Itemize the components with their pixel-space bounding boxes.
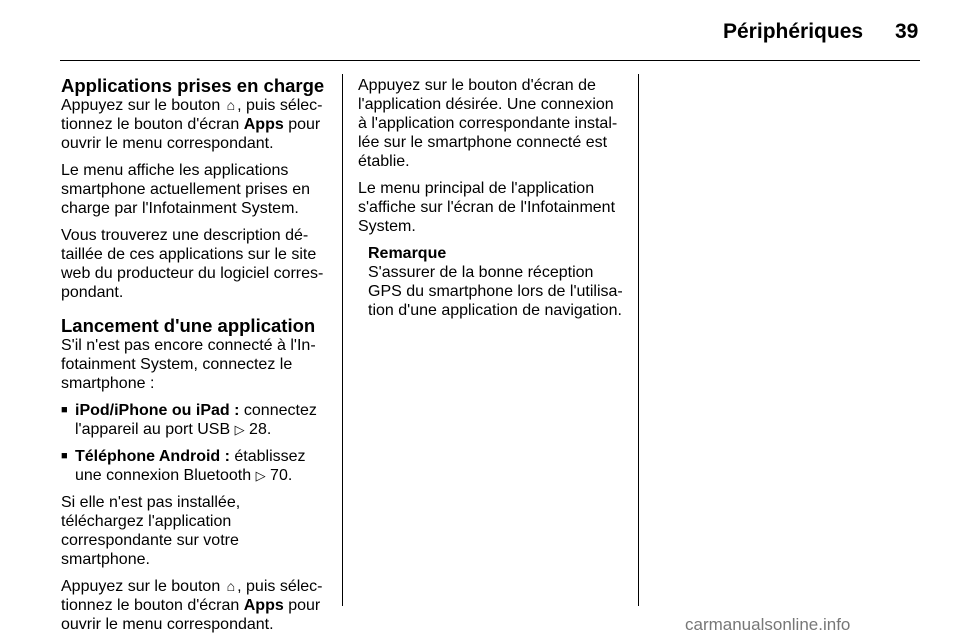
reference-arrow-icon: ▷ [234, 422, 245, 437]
page-title: Périphériques [723, 20, 864, 43]
apps-label: Apps [243, 116, 284, 133]
paragraph-press-button: Appuyez sur le bouton ⌂ , puis sélec-tionnez le bouton d'écran Apps pour ouvrir le menu correspondant. [61, 97, 323, 152]
paragraph-press-app: Appuyez sur le bouton d'écran de l'application désirée. Une connexion à l'application correspondante instal-lée sur le smartphone connecté est établie. [358, 77, 618, 170]
paragraph-download: Si elle n'est pas installée, téléchargez l'application correspondante sur votre smartphone. [61, 494, 241, 568]
remark-title: Remarque [368, 245, 447, 262]
watermark: carmanualsonline.info [685, 615, 851, 634]
section-heading-supported-apps: Applications prises en charge [61, 75, 325, 96]
paragraph-main-menu: Le menu principal de l'application s'affiche sur l'écran de l'Infotainment System. [358, 180, 616, 235]
paragraph-menu-displays: Le menu affiche les applications smartphone actuellement prises en charge par l'Infotainment System. [61, 162, 311, 217]
reference-arrow-icon: ▷ [255, 468, 266, 483]
paragraph-connect: S'il n'est pas encore connecté à l'In-fotainment System, connectez le smartphone : [61, 337, 316, 392]
remark-text: S'assurer de la bonne réception GPS du smartphone lors de l'utilisa-tion d'une application de navigation. [368, 264, 623, 319]
paragraph-press-button-2: Appuyez sur le bouton ⌂ , puis sélec-tionnez le bouton d'écran Apps pour ouvrir le menu correspondant. [61, 578, 323, 633]
device-list [61, 401, 327, 485]
home-icon: ⌂ [226, 97, 236, 113]
bullet-icon: ■ [61, 450, 68, 462]
list-item-android: ■ Téléphone Android : établissez une connexion Bluetooth ▷ 70. [61, 448, 306, 484]
column-divider-1 [342, 74, 343, 606]
list-item-ipod: ■ iPod/iPhone ou iPad : connectez l'appareil au port USB ▷ 28. [61, 402, 317, 438]
paragraph-description: Vous trouverez une description dé-taillée de ces applications sur le site web du producteur du logiciel corres-pondant. [61, 227, 324, 301]
page-number: 39 [895, 20, 919, 43]
page-header [60, 14, 920, 60]
header-divider [60, 60, 920, 61]
apps-label: Apps [243, 597, 284, 614]
column-divider-2 [638, 74, 639, 606]
column-left [61, 76, 327, 642]
home-icon: ⌂ [226, 578, 236, 594]
bullet-icon: ■ [61, 404, 68, 416]
remark-box [358, 244, 624, 320]
section-heading-launch-app: Lancement d'une application [61, 315, 316, 336]
column-middle [358, 76, 624, 320]
